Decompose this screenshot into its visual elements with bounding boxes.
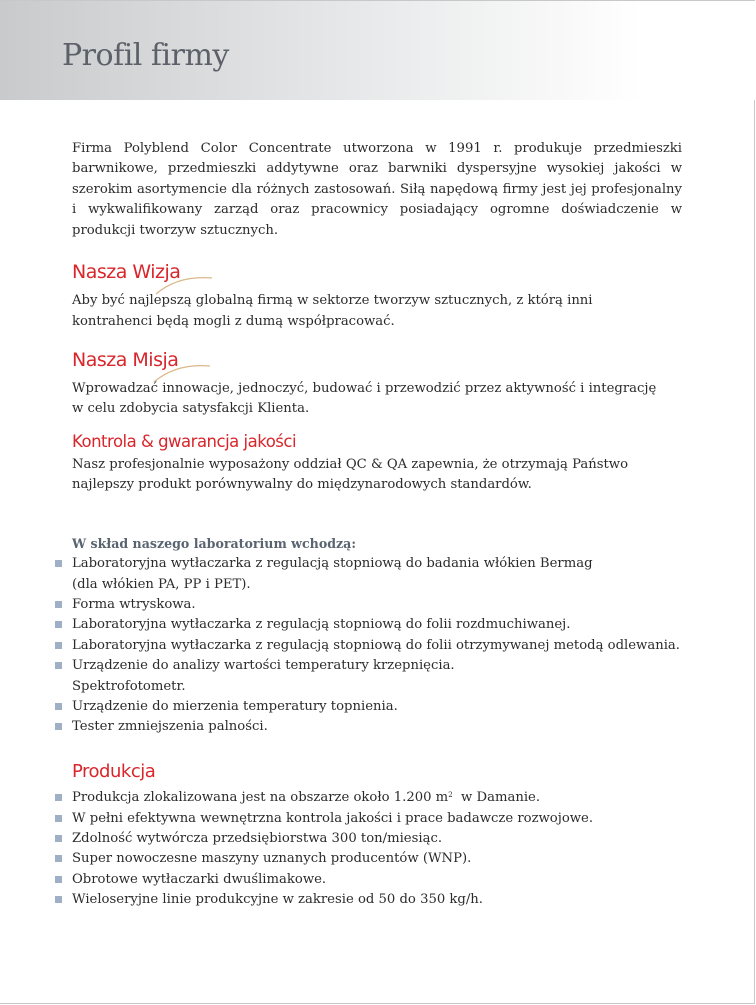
vision-section xyxy=(72,262,682,332)
vision-heading-text: Nasza Wizja xyxy=(72,261,181,284)
list-item-text: Spektrofotometr. xyxy=(72,678,186,694)
lab-list xyxy=(72,554,682,738)
list-item xyxy=(72,829,682,849)
bullet-icon xyxy=(55,855,62,862)
list-item-text: Produkcja zlokalizowana jest na obszarze około 1.200 m xyxy=(72,790,449,806)
content xyxy=(72,139,682,911)
list-item-text: Urządzenie do mierzenia temperatury topnienia. xyxy=(72,698,398,714)
page-title: Profil firmy xyxy=(62,38,229,73)
bullet-icon xyxy=(55,835,62,842)
production-list xyxy=(72,788,682,910)
intro-paragraph: Firma Polyblend Color Concentrate utworzona w 1991 r. produkuje przedmieszki barwnikowe, przedmieszki addytywne oraz barwniki dyspersyjne wysokiej jakości w szerokim asortymencie dla różnych zastosowań. Siłą napędową firmy jest jej profesjonalny i wykwalifikowany zarząd oraz pracownicy posiadający ogromne doświadczenie w produkcji tworzyw sztucznych. xyxy=(72,141,682,238)
list-item-text: w Damanie. xyxy=(452,790,541,806)
list-item-text: (dla włókien PA, PP i PET). xyxy=(72,576,251,592)
quality-line-2: najlepszy produkt porównywalny do międzynarodowych standardów. xyxy=(72,477,532,493)
list-item-text: Laboratoryjna wytłaczarka z regulacją stopniową do badania włókien Bermag xyxy=(72,556,593,572)
mission-section xyxy=(72,350,682,419)
list-item-text: W pełni efektywna wewnętrzna kontrola jakości i prace badawcze rozwojowe. xyxy=(72,810,594,826)
list-item xyxy=(72,636,682,656)
list-item-text: Obrotowe wytłaczarki dwuślimakowe. xyxy=(72,871,327,887)
bullet-icon xyxy=(55,560,62,567)
list-item xyxy=(72,656,682,676)
bullet-icon xyxy=(55,601,62,608)
list-item xyxy=(72,849,682,869)
production-section xyxy=(72,762,682,911)
list-item-text: Laboratoryjna wytłaczarka z regulacją stopniową do folii rozdmuchiwanej. xyxy=(72,617,571,633)
list-item xyxy=(72,615,682,635)
list-item-text: Forma wtryskowa. xyxy=(72,596,196,612)
list-item-continuation xyxy=(72,677,682,697)
vision-heading xyxy=(72,262,180,282)
bullet-icon xyxy=(55,876,62,883)
mission-line-1: Wprowadzać innowacje, jednoczyć, budować i przewodzić przez aktywność i integrację xyxy=(72,380,657,396)
list-item-text: Wieloseryjne linie produkcyjne w zakresie od 50 do 350 kg/h. xyxy=(72,892,483,908)
quality-heading: Kontrola & gwarancja jakości xyxy=(72,432,297,452)
list-item-continuation xyxy=(72,575,682,595)
vision-line-2: kontrahenci będą mogli z dumą współpracować. xyxy=(72,313,395,329)
list-item xyxy=(72,554,682,574)
bullet-icon xyxy=(55,723,62,730)
list-item xyxy=(72,595,682,615)
list-item-text: Super nowoczesne maszyny uznanych producentów (WNP). xyxy=(72,851,472,867)
bullet-icon xyxy=(55,703,62,710)
production-heading: Produkcja xyxy=(72,760,156,782)
superscript: 2 xyxy=(448,791,453,800)
header-top-line xyxy=(0,0,755,11)
list-item-text: Tester zmniejszenia palności. xyxy=(72,719,268,735)
bullet-icon xyxy=(55,815,62,822)
swoosh-icon xyxy=(152,358,212,384)
header-band xyxy=(0,0,755,100)
mission-line-2: w celu zdobycia satysfakcji Klienta. xyxy=(72,401,310,417)
quality-line-1: Nasz profesjonalnie wyposażony oddział QC & QA zapewnia, że otrzymają Państwo xyxy=(72,456,629,472)
mission-heading xyxy=(72,350,178,370)
bullet-icon xyxy=(55,621,62,628)
list-item-text: Zdolność wytwórcza przedsiębiorstwa 300 ton/miesiąc. xyxy=(72,830,443,846)
bullet-icon xyxy=(55,642,62,649)
vision-line-1: Aby być najlepszą globalną firmą w sektorze tworzyw sztucznych, z którą inni xyxy=(72,293,593,309)
list-item xyxy=(72,890,682,910)
bullet-icon xyxy=(55,662,62,669)
lab-heading: W skład naszego laboratorium wchodzą: xyxy=(72,535,356,551)
list-item xyxy=(72,717,682,737)
quality-section xyxy=(72,432,682,495)
list-item-text: Laboratoryjna wytłaczarka z regulacją stopniową do folii otrzymywanej metodą odlewania. xyxy=(72,637,680,653)
mission-heading-text: Nasza Misja xyxy=(72,349,179,372)
list-item xyxy=(72,697,682,717)
bullet-icon xyxy=(55,896,62,903)
list-item-text: Urządzenie do analizy wartości temperatury krzepnięcia. xyxy=(72,658,455,674)
list-item xyxy=(72,809,682,829)
bullet-icon xyxy=(55,794,62,801)
swoosh-icon xyxy=(154,270,214,296)
lab-section xyxy=(72,534,682,738)
list-item xyxy=(72,870,682,890)
list-item xyxy=(72,788,682,808)
